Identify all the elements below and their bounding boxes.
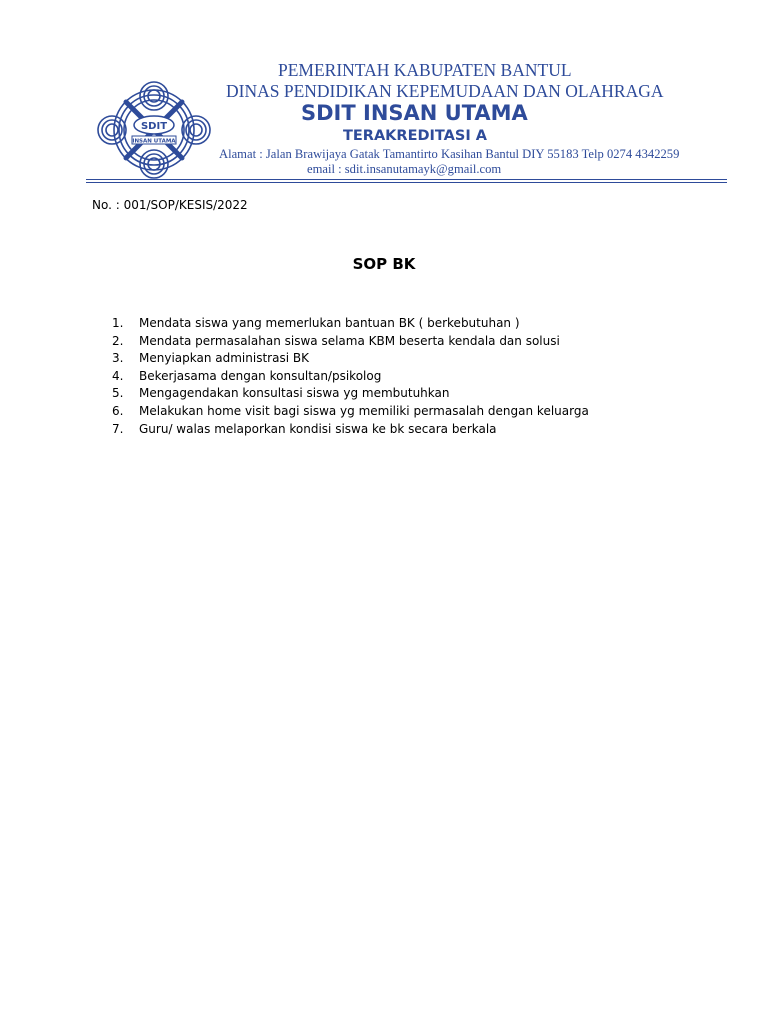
sop-list [112, 315, 589, 438]
logo-text-bottom: INSAN UTAMA [132, 138, 176, 145]
address-line: Alamat : Jalan Brawijaya Gatak Tamantirto Kasihan Bantul DIY 55183 Telp 0274 4342259 [219, 147, 680, 161]
list-item-text: Bekerjasama dengan konsultan/psikolog [139, 368, 382, 383]
list-item-number: 5. [112, 386, 124, 401]
list-item [112, 403, 589, 421]
list-item-number: 2. [112, 333, 124, 348]
list-item-text: Guru/ walas melaporkan kondisi siswa ke bk secara berkala [139, 421, 497, 436]
list-item-text: Mendata permasalahan siswa selama KBM beserta kendala dan solusi [139, 333, 560, 348]
document-number: No. : 001/SOP/KESIS/2022 [92, 198, 248, 212]
list-item-number: 7. [112, 421, 124, 436]
list-item-number: 3. [112, 351, 124, 366]
list-item [112, 350, 589, 368]
letterhead-divider-bottom [86, 182, 727, 183]
letterhead-divider-top [86, 179, 727, 180]
government-line: PEMERINTAH KABUPATEN BANTUL [278, 60, 572, 80]
list-item-text: Mendata siswa yang memerlukan bantuan BK ( berkebutuhan ) [139, 316, 520, 330]
list-item-text: Mengagendakan konsultasi siswa yg membutuhkan [139, 386, 450, 401]
school-logo [96, 80, 212, 180]
list-item-number: 4. [112, 368, 124, 383]
accreditation-line: TERAKREDITASI A [343, 128, 488, 144]
list-item [112, 421, 589, 439]
list-item-number: 6. [112, 403, 124, 418]
list-item [112, 385, 589, 403]
list-item [112, 333, 589, 351]
list-item-number: 1. [112, 316, 124, 330]
email-line: email : sdit.insanutamayk@gmail.com [307, 162, 502, 176]
school-name: SDIT INSAN UTAMA [301, 101, 528, 125]
list-item-text: Menyiapkan administrasi BK [139, 351, 309, 366]
list-item [112, 315, 589, 333]
department-line: DINAS PENDIDIKAN KEPEMUDAAN DAN OLAHRAGA [226, 81, 664, 101]
list-item [112, 368, 589, 386]
document-title: SOP BK [352, 255, 416, 273]
list-item-text: Melakukan home visit bagi siswa yg memiliki permasalah dengan keluarga [139, 403, 589, 418]
logo-text-top: SDIT [140, 121, 168, 132]
